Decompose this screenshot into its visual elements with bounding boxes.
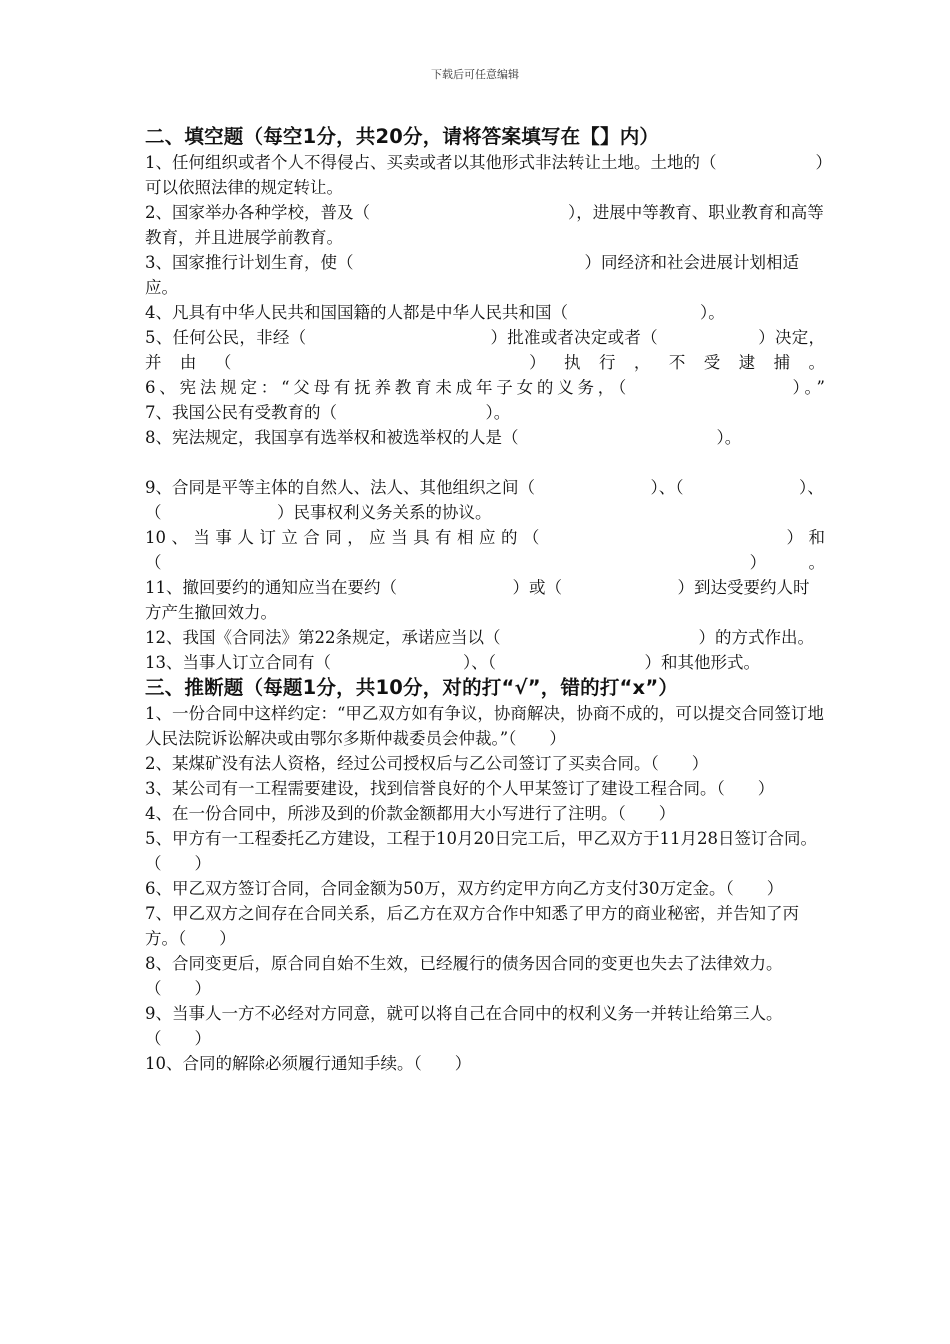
question-item: 8、合同变更后，原合同自始不生效，已经履行的债务因合同的变更也失去了法律效力。（ ） (145, 954, 783, 998)
question-item: 1、一份合同中这样约定：“甲乙双方如有争议，协商解决，协商不成的，可以提交合同签订地人民法院诉讼解决或由鄂尔多斯仲裁委员会仲裁。”（ ） (145, 704, 824, 748)
question-item: 8、宪法规定，我国享有选举权和被选举权的人是（ ）。 (145, 428, 742, 447)
question-item: 7、甲乙双方之间存在合同关系，后乙方在双方合作中知悉了甲方的商业秘密，并告知了丙方。（ ） (145, 904, 799, 948)
question-item: 3、国家推行计划生育，使（ ）同经济和社会进展计划相适应。 (145, 253, 799, 297)
section-fill-in-blank (145, 124, 825, 675)
question-item: 6、宪法规定：“父母有抚养教育未成年子女的义务，（ ）。” (145, 378, 825, 397)
question-item: 9、合同是平等主体的自然人、法人、其他组织之间（ ）、（ ）、（ ）民事权利义务关系的协议。 (145, 478, 824, 522)
question-item: 10、当事人订立合同，应当具有相应的（ ）和（ ）。 (145, 528, 825, 572)
question-item: 4、凡具有中华人民共和国国籍的人都是中华人民共和国（ ）。 (145, 303, 725, 322)
question-item: 3、某公司有一工程需要建设，找到信誉良好的个人甲某签订了建设工程合同。（ ） (145, 779, 775, 798)
question-item: 2、国家举办各种学校，普及（ ），进展中等教育、职业教育和高等教育，并且进展学前教育。 (145, 203, 824, 247)
question-item: 5、甲方有一工程委托乙方建设，工程于10月20日完工后，甲乙双方于11月28日签订合同。（ ） (145, 829, 817, 873)
question-item: 11、撤回要约的通知应当在要约（ ）或（ ）到达受要约人时方产生撤回效力。 (145, 578, 810, 622)
question-item: 10、合同的解除必须履行通知手续。（ ） (145, 1054, 472, 1073)
question-item: 2、某煤矿没有法人资格，经过公司授权后与乙公司签订了买卖合同。（ ） (145, 754, 709, 773)
section-title-fill-in-blank: 二、填空题（每空1分，共20分，请将答案填写在【】内） (145, 125, 660, 148)
question-item: 1、任何组织或者个人不得侵占、买卖或者以其他形式非法转让土地。土地的（ ）可以依照法律的规定转让。 (145, 153, 824, 197)
document-body (145, 124, 825, 1076)
question-item: 7、我国公民有受教育的（ ）。 (145, 403, 511, 422)
section-title-true-false: 三、推断题（每题1分，共10分，对的打“√”，错的打“x”） (145, 676, 679, 699)
question-item: 13、当事人订立合同有（ ）、（ ）和其他形式。 (145, 653, 760, 672)
question-item: 5、任何公民，非经（ ）批准或者决定或者（ ）决定，并由（ ）执行，不受逮捕。 (145, 328, 825, 372)
question-item: 6、甲乙双方签订合同，合同金额为50万，双方约定甲方向乙方支付30万定金。（ ） (145, 879, 784, 898)
question-item: 9、当事人一方不必经对方同意，就可以将自己在合同中的权利义务一并转让给第三人。（ ） (145, 1004, 783, 1048)
question-item: 12、我国《合同法》第22条规定，承诺应当以（ ）的方式作出。 (145, 628, 814, 647)
header-watermark: 下载后可任意编辑 (431, 68, 519, 81)
question-item: 4、在一份合同中，所涉及到的价款金额都用大小写进行了注明。（ ） (145, 804, 676, 823)
section-true-false (145, 675, 825, 1076)
